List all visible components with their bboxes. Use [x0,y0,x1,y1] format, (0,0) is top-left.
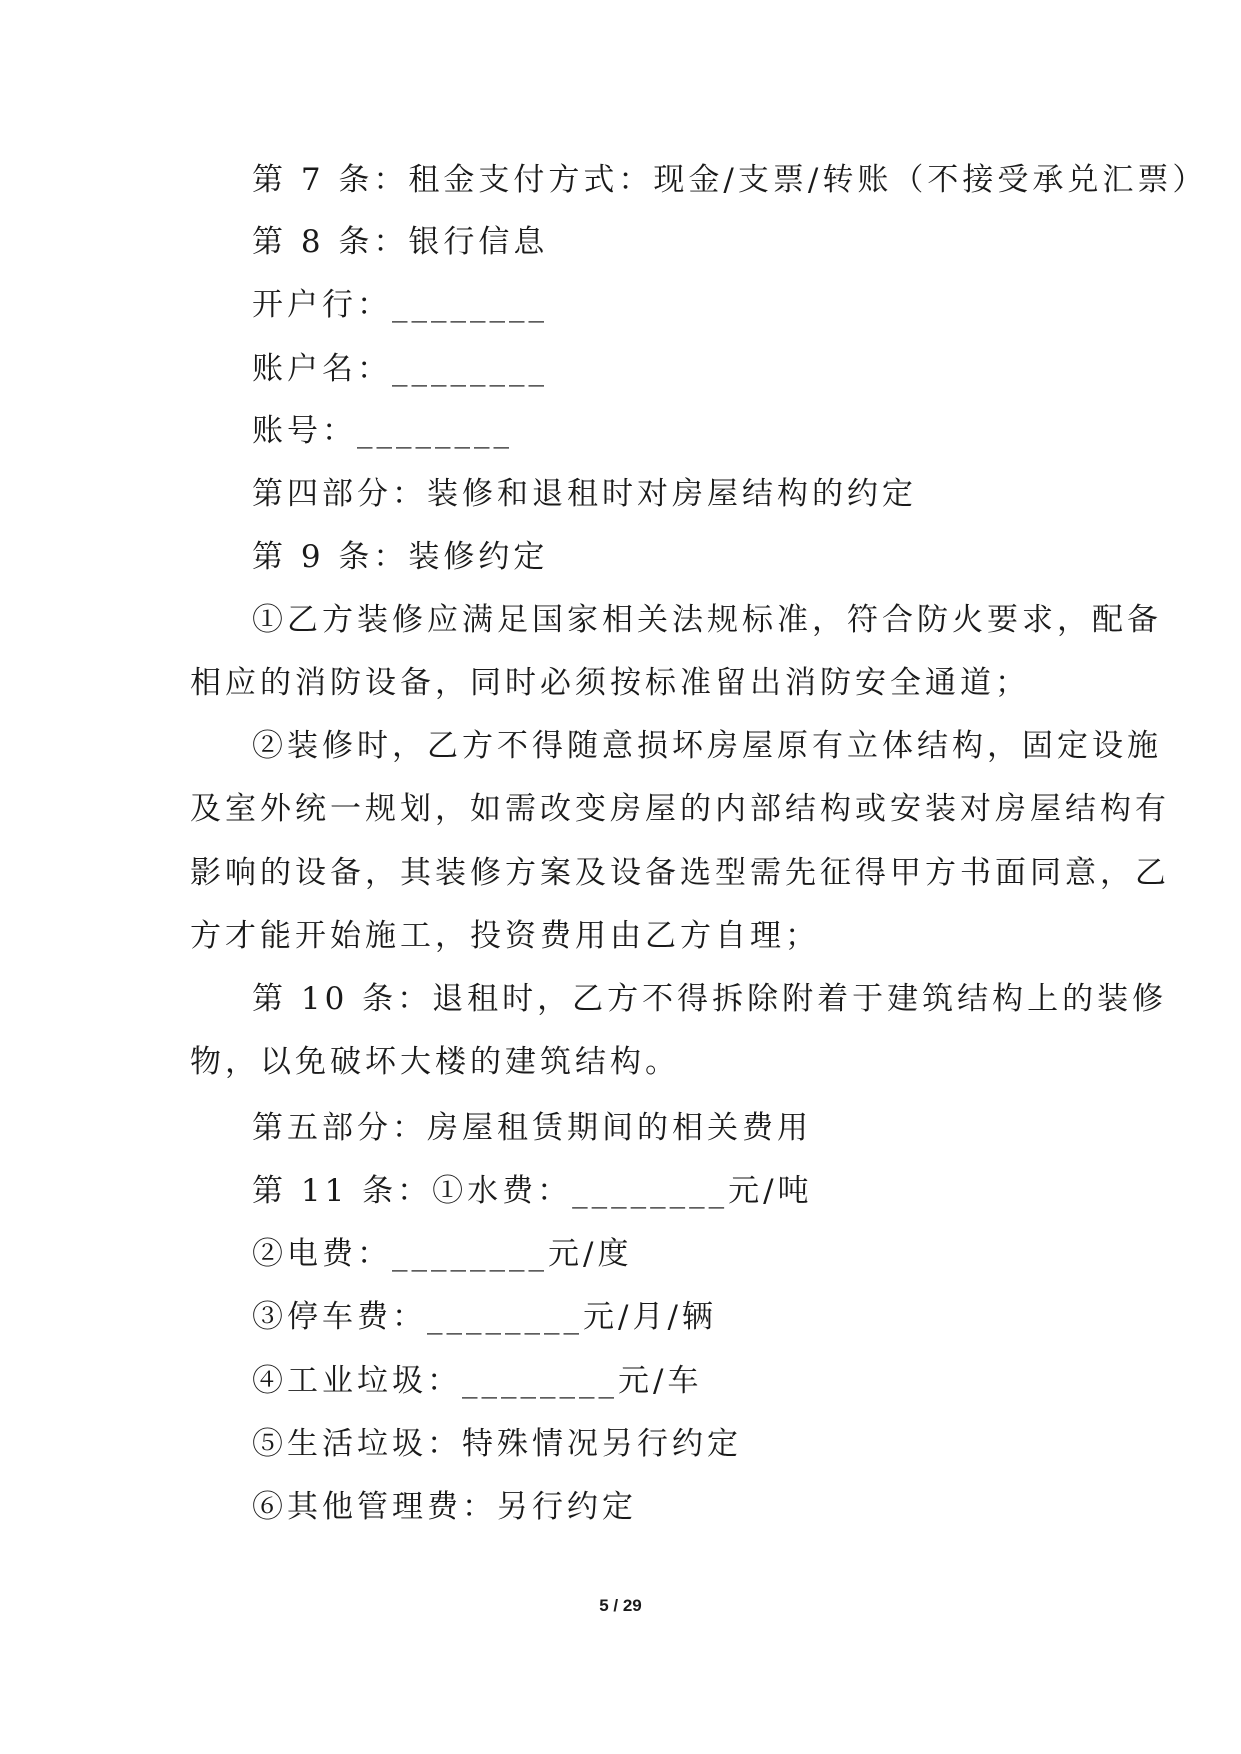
article-9-line: 第 9 条：装修约定 [252,539,549,575]
article-8-line: 第 8 条：银行信息 [252,224,549,260]
fee-line: ②电费：________元/度 [252,1236,633,1272]
section-4-heading: 第四部分：装修和退租时对房屋结构的约定 [252,476,917,512]
fee-line: ⑤生活垃圾：特殊情况另行约定 [252,1426,742,1462]
account-name-line: 账户名：________ [252,351,548,387]
paragraph-line: 及室外统一规划，如需改变房屋的内部结构或安装对房屋结构有 [190,791,1170,827]
paragraph-line: 物，以免破坏大楼的建筑结构。 [190,1044,680,1080]
paragraph-line: 影响的设备，其装修方案及设备选型需先征得甲方书面同意，乙 [190,855,1170,891]
article-7-line: 第 7 条：租金支付方式：现金/支票/转账（不接受承兑汇票） [252,162,1208,198]
account-number-line: 账号：________ [252,413,513,449]
article-10-line: 第 10 条：退租时，乙方不得拆除附着于建筑结构上的装修 [252,981,1168,1017]
fee-line: ⑥其他管理费：另行约定 [252,1489,637,1525]
paragraph-line: ②装修时，乙方不得随意损坏房屋原有立体结构，固定设施 [252,728,1162,764]
fee-line: ③停车费：________元/月/辆 [252,1299,717,1335]
paragraph-line: 相应的消防设备，同时必须按标准留出消防安全通道； [190,665,1030,701]
page-number: 5 / 29 [599,1596,642,1615]
article-11-line: 第 11 条：①水费：________元/吨 [252,1173,813,1209]
fee-line: ④工业垃圾：________元/车 [252,1363,703,1399]
bank-name-line: 开户行：________ [252,287,548,323]
paragraph-line: 方才能开始施工，投资费用由乙方自理； [190,918,820,954]
section-5-heading: 第五部分：房屋租赁期间的相关费用 [252,1110,812,1146]
paragraph-line: ①乙方装修应满足国家相关法规标准，符合防火要求，配备 [252,602,1162,638]
